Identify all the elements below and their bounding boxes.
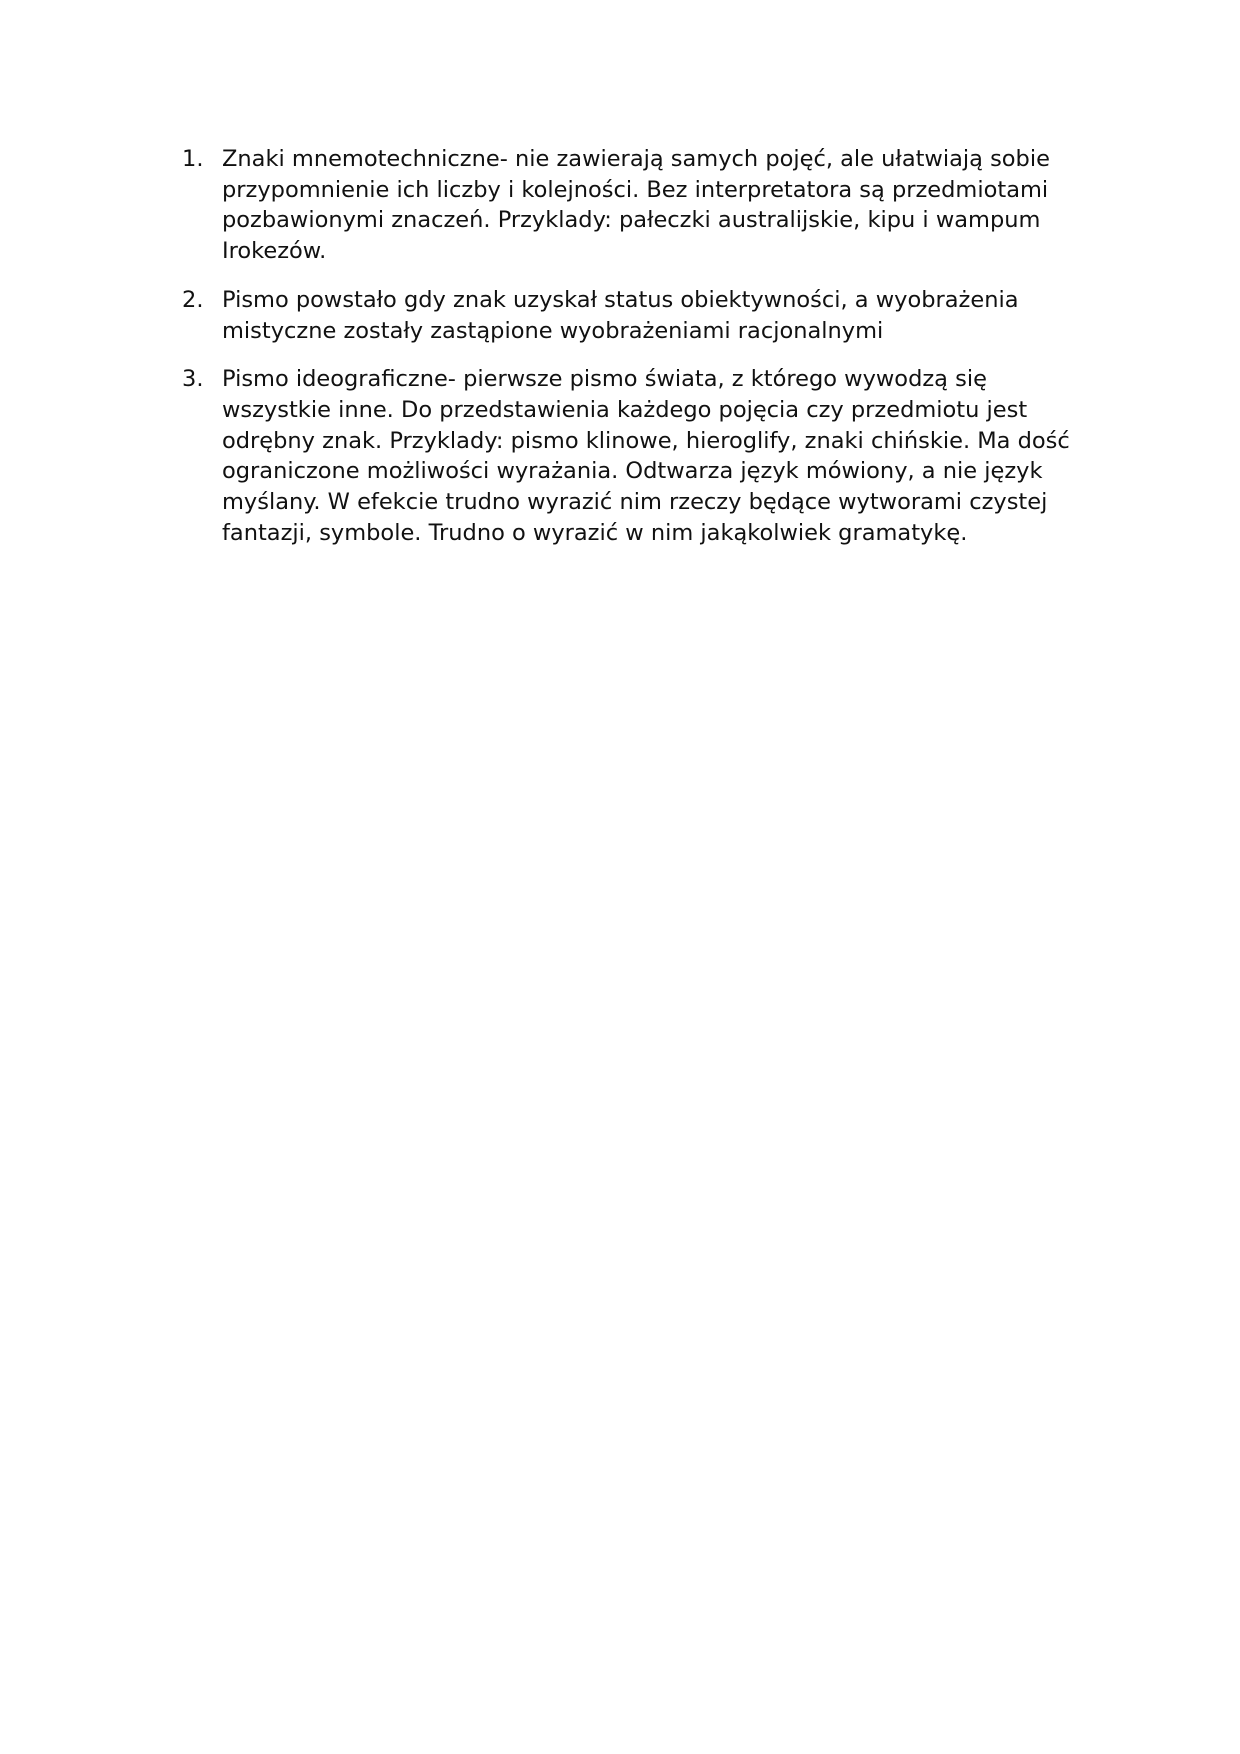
list-item-text: Znaki mnemotechniczne- nie zawierają samych pojęć, ale ułatwiają sobie przypomnienie ich liczby i kolejności. Bez interpretatora są przedmiotami pozbawionymi znaczeń. Przyklady: pałeczki australijskie, kipu i wampum Irokezów. [222, 146, 1050, 265]
list-item [182, 144, 1102, 267]
list-item [182, 364, 1102, 548]
list-item-number: 2. [182, 286, 204, 313]
numbered-list [182, 144, 1102, 566]
list-item [182, 285, 1102, 346]
list-item-number: 1. [182, 146, 204, 172]
list-item-text: Pismo ideograficzne- pierwsze pismo świata, z którego wywodzą się wszystkie inne. Do przedstawienia każdego pojęcia czy przedmiotu jest odrębny znak. Przyklady: pismo klinowe, hieroglify, znaki chińskie. Ma dość ograniczone możliwości wyrażania. Odtwarza język mówiony, a nie język myślany. W efekcie trudno wyrazić nim rzeczy będące wytworami czystej fantazji, symbole. Trudno o wyrazić w nim jakąkolwiek gramatykę. [222, 366, 1070, 546]
list-item-text: Pismo powstało gdy znak uzyskał status obiektywności, a wyobrażenia mistyczne zostały zastąpione wyobrażeniami racjonalnymi [222, 286, 1019, 344]
list-item-number: 3. [182, 366, 204, 393]
